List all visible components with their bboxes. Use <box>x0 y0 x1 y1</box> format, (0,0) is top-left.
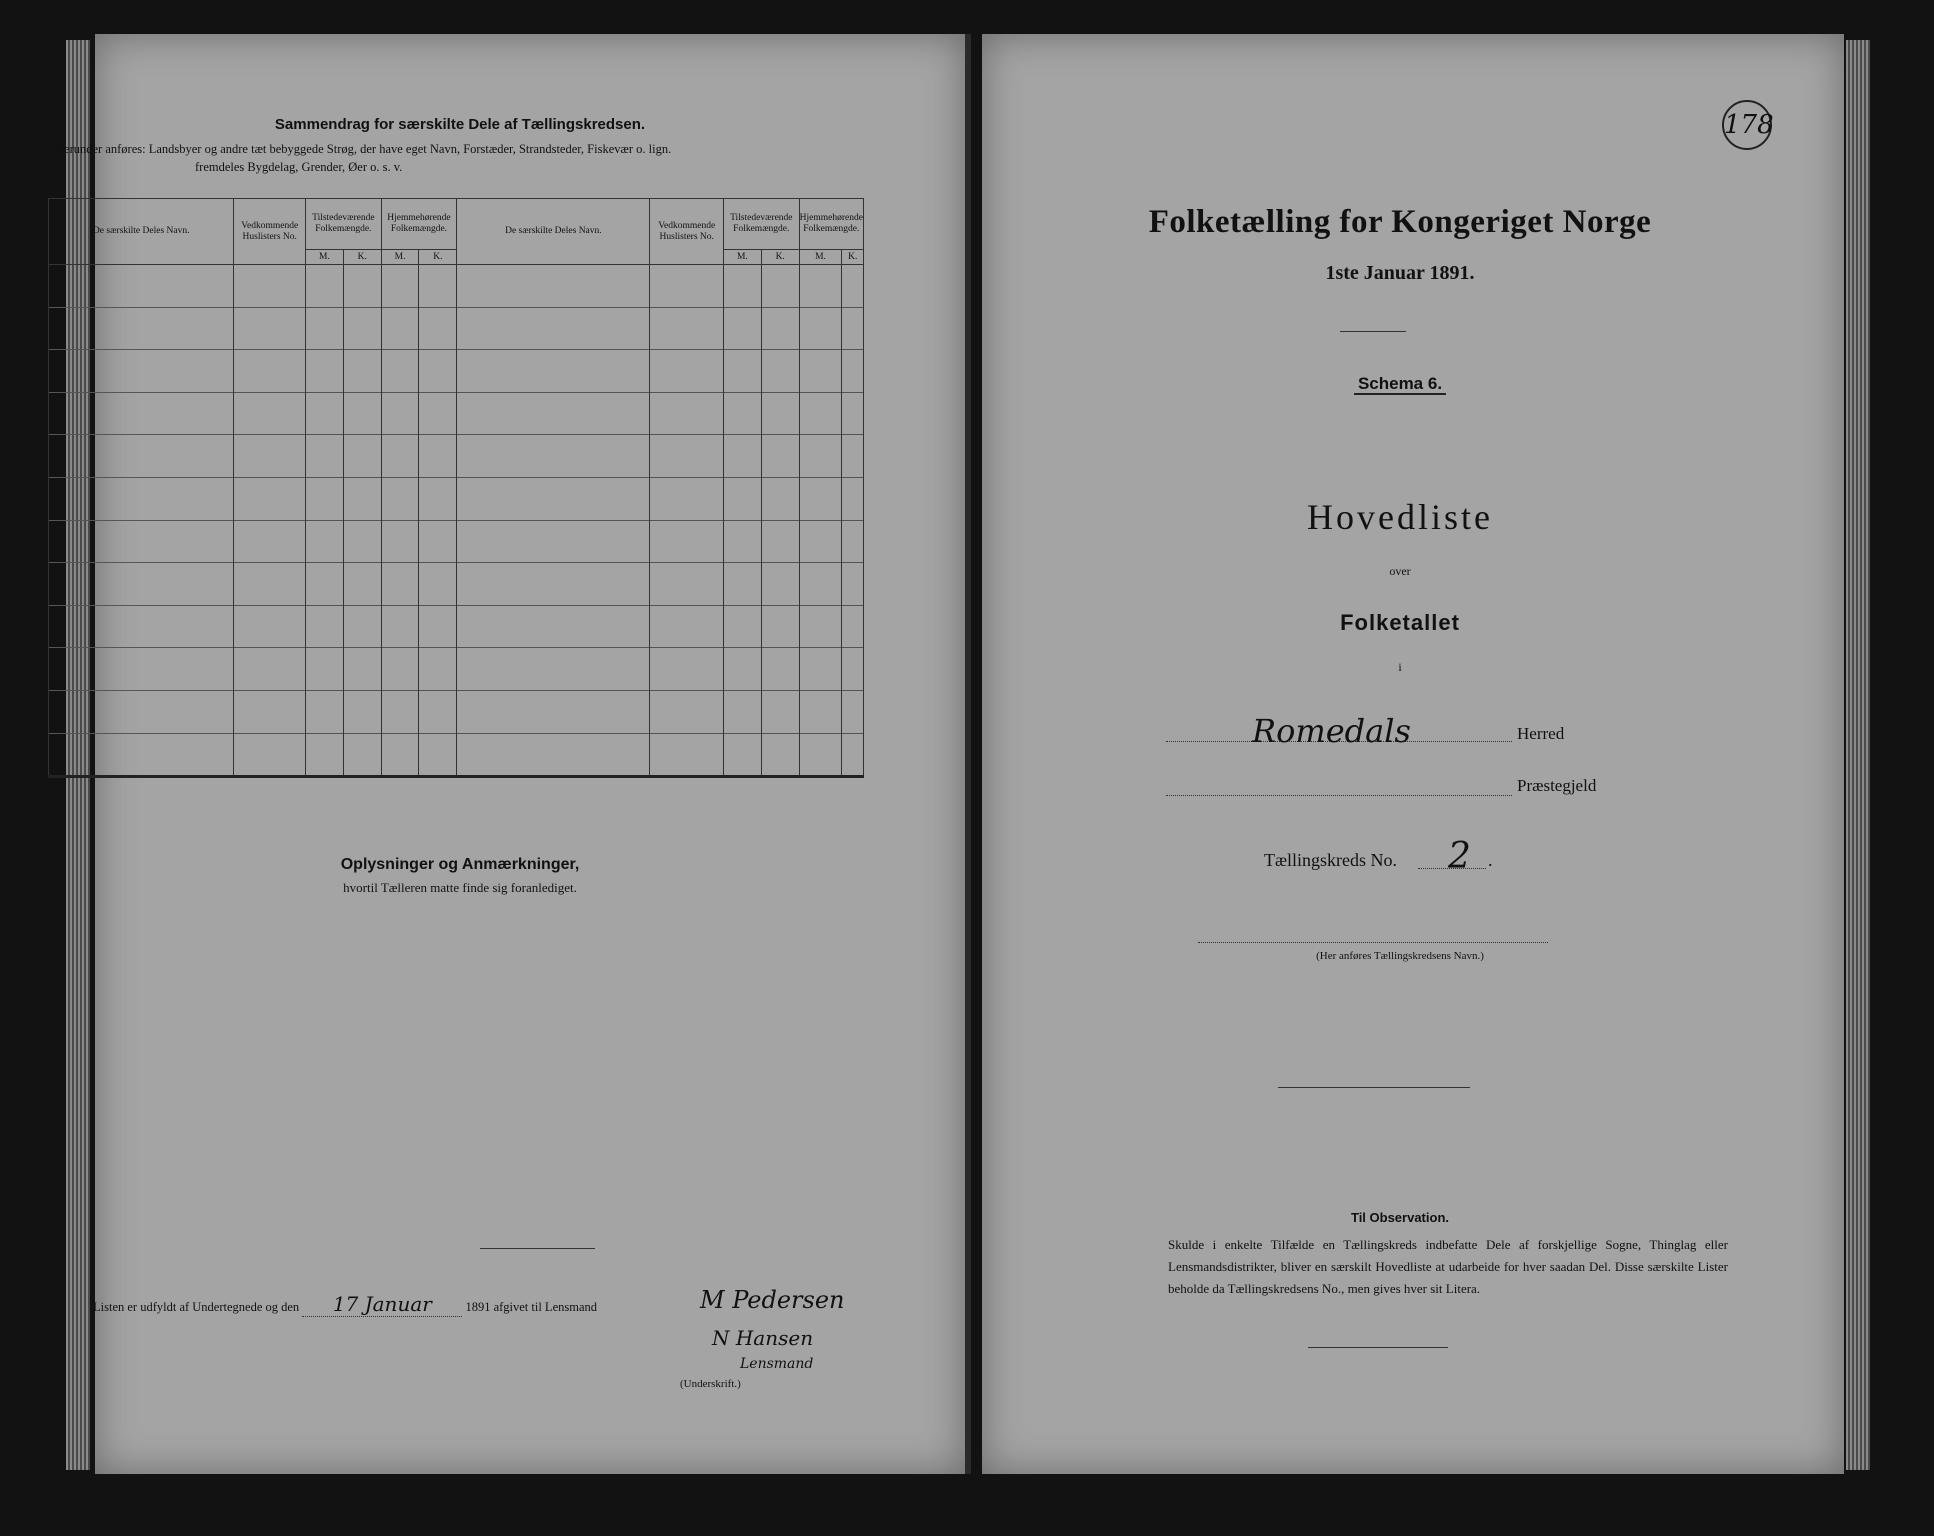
col-m: M. <box>799 250 842 265</box>
observation-text: Skulde i enkelte Tilfælde en Tællingskreds indbefatte Dele af forskjellige Sogne, Thinglag eller Lensmandsdistrikter, bliver en særskilt Hovedliste at udarbeide for hver saadan Del. Disse særskilte Lister beholde da Tællingskredsens No., men gives hver sit Litera. <box>1168 1237 1728 1296</box>
table-row <box>49 307 864 350</box>
table-row <box>49 265 864 308</box>
taellingskreds-value: 2 <box>1448 836 1471 877</box>
taellingskreds-dot: . <box>1488 850 1493 870</box>
col-header-name-1: De særskilte Deles Navn. <box>49 199 234 265</box>
herred-label: Herred <box>1517 724 1565 743</box>
divider <box>1340 331 1406 332</box>
prestegjeld-field-line <box>1166 795 1512 796</box>
table-row <box>49 350 864 393</box>
herred-value: Romedals <box>1252 712 1411 750</box>
col-header-hjem-2: Hjemmehørende Folkemængde. <box>799 199 863 250</box>
col-header-tilst-2: Tilstedeværende Folkemængde. <box>723 199 799 250</box>
kreds-name-field-line <box>1198 942 1548 943</box>
table-row <box>49 435 864 478</box>
col-m: M. <box>723 250 761 265</box>
col-k: K. <box>842 250 864 265</box>
table-row <box>49 392 864 435</box>
i-word: i <box>1398 660 1402 674</box>
summary-subtitle-line1: Herunder anføres: Landsbyer og andre tæt bebyggede Strøg, der have eget Navn, Forstæder, Strandsteder, Fiskevær o. lign. <box>55 142 672 156</box>
submission-text-a: Listen er udfyldt af Undertegnede og den <box>93 1300 300 1314</box>
col-header-name-2: De særskilte Deles Navn. <box>457 199 650 265</box>
divider <box>1278 1087 1470 1088</box>
table-row <box>49 648 864 691</box>
col-k: K. <box>343 250 381 265</box>
summary-subtitle <box>55 140 865 176</box>
signature-lensmand: M Pedersen <box>700 1286 845 1314</box>
col-header-no-1: Vedkommende Huslisters No. <box>234 199 306 265</box>
observation-title: Til Observation. <box>1350 1210 1449 1225</box>
signature-label: (Underskrift.) <box>680 1378 741 1390</box>
divider <box>480 1248 595 1249</box>
submission-date: 17 Januar <box>302 1292 462 1317</box>
divider <box>1308 1347 1448 1348</box>
table-row <box>49 605 864 648</box>
submission-line <box>93 1292 597 1317</box>
schema-text: Schema 6. <box>1354 374 1446 395</box>
over-word: over <box>1389 564 1411 578</box>
summary-subtitle-line2: fremdeles Bygdelag, Grender, Øer o. s. v. <box>195 160 403 174</box>
table-row <box>49 733 864 777</box>
col-header-hjem-1: Hjemmehørende Folkemængde. <box>381 199 457 250</box>
table-row <box>49 563 864 606</box>
schema-label <box>1000 374 1800 394</box>
col-m: M. <box>306 250 344 265</box>
page-number-stamp: 178 <box>1722 100 1772 150</box>
kreds-name-note: (Her anføres Tællingskredsens Navn.) <box>1316 950 1484 962</box>
table-row <box>49 520 864 563</box>
taellingskreds-label: Tællingskreds No. <box>1264 850 1397 870</box>
col-m: M. <box>381 250 419 265</box>
summary-title: Sammendrag for særskilte Dele af Tællingskredsen. <box>274 116 646 133</box>
signature-title: Lensmand <box>740 1356 814 1372</box>
census-title: Folketælling for Kongeriget Norge <box>1148 204 1652 240</box>
remarks-subtitle: hvortil Tælleren matte finde sig foranlediget. <box>343 880 577 895</box>
table-row <box>49 477 864 520</box>
summary-table <box>48 198 864 778</box>
col-k: K. <box>761 250 799 265</box>
page-edge-right <box>1846 40 1870 1470</box>
hovedliste-heading: Hovedliste <box>1307 497 1493 537</box>
folketallet-heading: Folketallet <box>1340 610 1460 635</box>
col-header-no-2: Vedkommende Huslisters No. <box>650 199 724 265</box>
submission-text-b: 1891 afgivet til Lensmand <box>465 1300 598 1314</box>
remarks-title: Oplysninger og Anmærkninger, <box>340 856 580 873</box>
table-row <box>49 690 864 733</box>
census-date: 1ste Januar 1891. <box>1325 262 1475 284</box>
col-header-tilst-1: Tilstedeværende Folkemængde. <box>306 199 382 250</box>
signature-counter: N Hansen <box>712 1326 814 1350</box>
col-k: K. <box>419 250 457 265</box>
prestegjeld-label: Præstegjeld <box>1517 776 1597 795</box>
